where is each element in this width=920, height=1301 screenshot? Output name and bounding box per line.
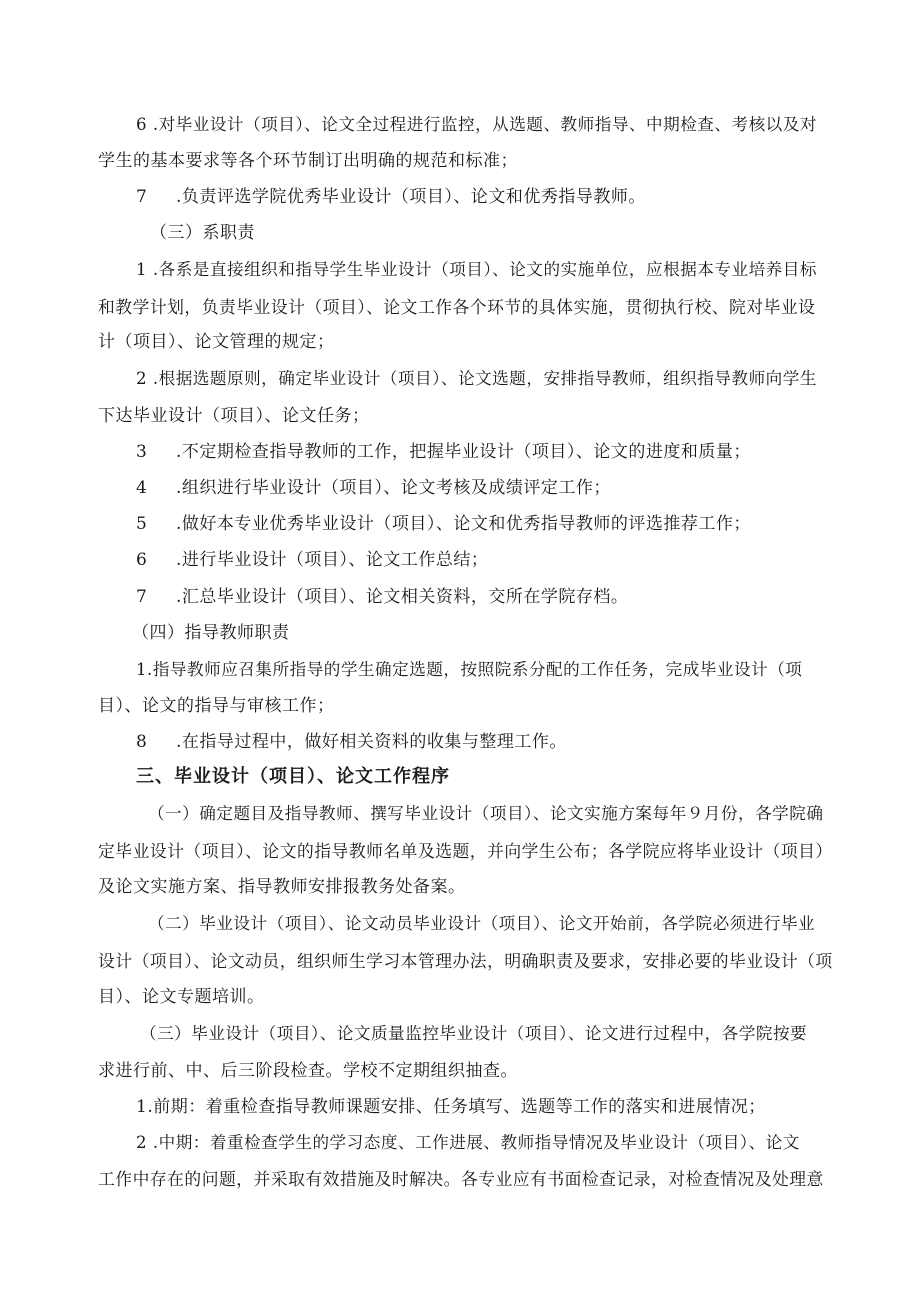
text-line: .负责评选学院优秀毕业设计（项目）、论文和优秀指导教师。 [176, 187, 646, 207]
text-line: （二）毕业设计（项目）、论文动员毕业设计（项目）、论文开始前，各学院必须进行毕业 [148, 914, 816, 933]
text-line: 下达毕业设计（项目）、论文任务； [98, 406, 370, 426]
section-heading: （四）指导教师职责 [132, 623, 290, 643]
text-line: （三）毕业设计（项目）、论文质量监控毕业设计（项目）、论文进行过程中，各学院按要 [140, 1024, 808, 1043]
item-number: 3 [136, 442, 147, 462]
section-heading: （三）系职责 [150, 223, 255, 243]
item-number: 8 [136, 732, 147, 752]
text-line: 1.前期：着重检查指导教师课题安排、任务填写、选题等工作的落实和进展情况； [136, 1097, 766, 1117]
text-line: .不定期检查指导教师的工作，把握毕业设计（项目）、论文的进度和质量； [176, 442, 751, 462]
text-line: 学生的基本要求等各个环节制订出明确的规范和标准； [98, 151, 518, 171]
text-line: 计（项目）、论文管理的规定； [98, 332, 335, 352]
item-number: 5 [136, 514, 147, 534]
text-line: 求进行前、中、后三阶段检查。学校不定期组织抽查。 [98, 1061, 518, 1081]
text-line: 定毕业设计（项目）、论文的指导教师名单及选题，并向学生公布；各学院应将毕业设计（项目） [98, 841, 833, 861]
text-line: .做好本专业优秀毕业设计（项目）、论文和优秀指导教师的评选推荐工作； [176, 514, 751, 534]
text-line: .在指导过程中，做好相关资料的收集与整理工作。 [176, 732, 567, 752]
text-line: 目）、论文的指导与审核工作； [98, 696, 335, 716]
text-line: 目）、论文专题培训。 [98, 987, 265, 1007]
text-line: .汇总毕业设计（项目）、论文相关资料，交所在学院存档。 [176, 587, 629, 607]
text-line: 工作中存在的问题，并采取有效措施及时解决。各专业应有书面检查记录，对检查情况及处理意 [98, 1169, 824, 1189]
text-line: .组织进行毕业设计（项目）、论文考核及成绩评定工作； [176, 478, 611, 498]
text-line: 及论文实施方案、指导教师安排报教务处备案。 [98, 877, 466, 897]
text-line: 2 .中期：着重检查学生的学习态度、工作进展、教师指导情况及毕业设计（项目）、论文 [136, 1133, 800, 1152]
text-line: 设计（项目）、论文动员，组织师生学习本管理办法，明确职责及要求，安排必要的毕业设计（项 [98, 951, 833, 971]
text-line: 1.指导教师应召集所指导的学生确定选题，按照院系分配的工作任务，完成毕业设计（项 [136, 660, 803, 679]
chapter-heading: 三、毕业设计（项目）、论文工作程序 [136, 766, 450, 787]
text-line: 6 .对毕业设计（项目）、论文全过程进行监控，从选题、教师指导、中期检查、考核以及对 [136, 115, 817, 134]
item-number: 6 [136, 550, 147, 570]
item-number: 4 [136, 478, 147, 498]
item-number: 7 [136, 587, 147, 607]
text-line: 和教学计划，负责毕业设计（项目）、论文工作各个环节的具体实施，贯彻执行校、院对毕业设 [98, 297, 816, 317]
text-line: （一）确定题目及指导教师、撰写毕业设计（项目）、论文实施方案每年９月份，各学院确 [148, 804, 824, 823]
text-line: 1 .各系是直接组织和指导学生毕业设计（项目）、论文的实施单位，应根据本专业培养目标 [136, 260, 817, 279]
item-number: 7 [136, 187, 147, 207]
text-line: 2 .根据选题原则，确定毕业设计（项目）、论文选题，安排指导教师，组织指导教师向学生 [136, 369, 817, 388]
text-line: .进行毕业设计（项目）、论文工作总结； [176, 550, 489, 570]
